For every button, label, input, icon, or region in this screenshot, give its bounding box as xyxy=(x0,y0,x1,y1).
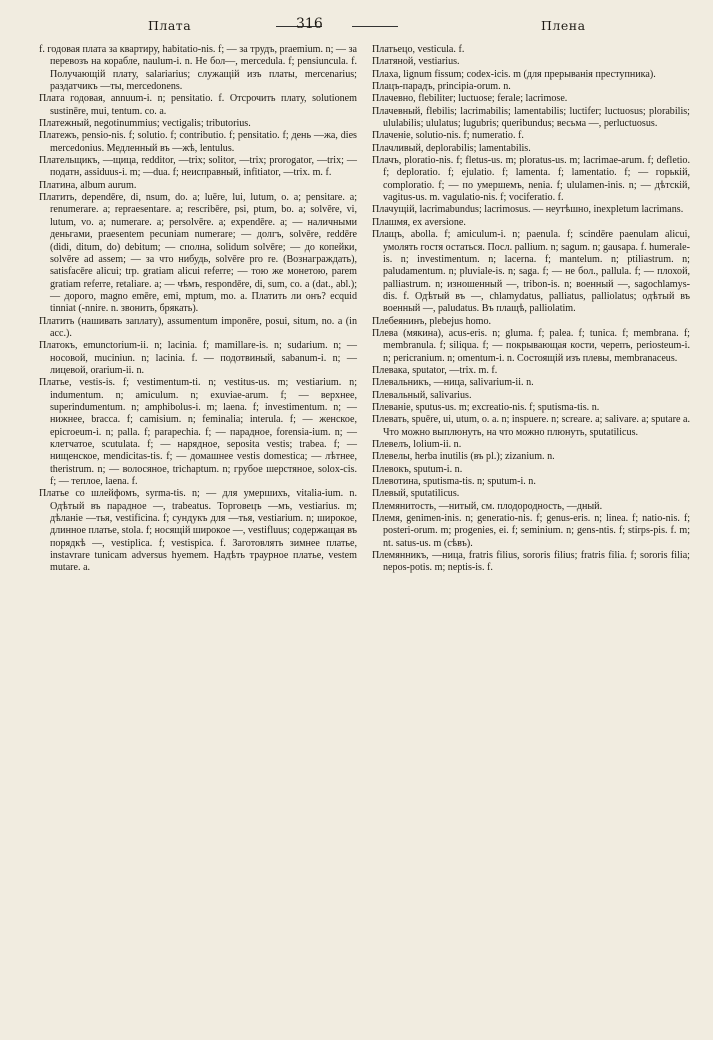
entry: Племя, genimen-inis. n; generatio-nis. f; genus-eris. n; linea. f; natio-nis. f; posteri-orum. m; progenies, ei. f; seminium. n; gens-ntis. f; stirps-pis. f. m; nt. satus-us. m (сѣвъ). xyxy=(372,513,690,549)
header-left-word: Плата xyxy=(148,18,192,33)
entry: Племянитость, —нитый, см. плодородность, —дный. xyxy=(372,500,603,512)
entry: Платежъ, pensio-nis. f; solutio. f; contributio. f; pensitatio. f; день —жа, dies mercedonius. Медленный въ —жѣ, lentulus. xyxy=(39,130,357,154)
entry: Плачливый, deplorabilis; lamentabilis. xyxy=(372,142,531,154)
entry: Плевака, sputator, —trix. m. f. xyxy=(372,364,498,376)
entry: Плашмя, ex aversione. xyxy=(372,216,466,228)
entry: Плащъ, abolla. f; amiculum-i. n; paenula. f; scindēre paenulam alicui, умолять гостя остаться. Посл. pallium. n; sagum. n; gausapa. f. humerale-is. n; investimentum. n; lacerna. f; mantelum. n; ptiliastrum. n; paludamentum. n; pluviale-is. n; saga. f; — не бол., pallula. f; — плохой, palliastrum. n; изношенный —, tribon-is. n; военный —, sagochlamys-dis. f. Одѣтый въ —, chlamydatus, palliatus, palliolatus; одѣтый въ военный —, paludatus. Въ плащѣ, palliolatim. xyxy=(372,229,690,315)
entry: Плачъ, ploratio-nis. f; fletus-us. m; ploratus-us. m; lacrimae-arum. f; defletio. f; deploratio. f; ejulatio. f; lamenta. f; lamentatio. f; — горькій, comploratio. f; — по умершемъ, nenia. f; ululamen-inis. n; — дѣтскій, vagitus-us. m. vagulatio-nis. f; vociferatio. f. xyxy=(372,155,690,204)
left-column xyxy=(39,44,357,575)
entry: Плачевно, flebiliter; luctuose; ferale; lacrimose. xyxy=(372,93,568,105)
entry: Платокъ, emunctorium-ii. n; lacinia. f; mamillare-is. n; sudarium. n; — носовой, muciniun. n; lacinia. f. — подотвиный, sabanum-i. n; — лицевой, orarium-ii. n. xyxy=(39,340,357,376)
entry: Платье со шлейфомъ, syrma-tis. n; — для умершихъ, vitalia-ium. n. Одѣтый въ парадное —, trabeatus. Торговецъ —мъ, vestiarius. m; дѣланіе —тья, vestificina. f; сундукъ для —тья, vestiarium. n; широкое, длинное платье, stola. f; носящій широкое —, vestifluus; содержащая въ порядкѣ —, vestiplica. f; vestispica. f. Заготовлять зимнее платье, instavrare tunicam adversus hyemem. Надѣть траурное платье, vestem mutare. a. xyxy=(39,488,357,574)
entry: Плева (мякина), acus-eris. n; gluma. f; palea. f; tunica. f; membrana. f; membranula. f; siliqua. f; — покрывающая кости, черепъ, periosteum-i. n; pericranium. n; omentum-i. n. Состоящій изъ плевы, membranaceus. xyxy=(372,327,690,364)
entry: Платить, dependēre, di, nsum, do. a; luēre, lui, lutum, o. a; pensitare. a; renumerare. a; repraesentare. a; rescribēre, psi, ptum, bo. a; solvēre, vi, lutum, vo. a; numerare. a; persolvēre. a; expendēre. a; — наличными деньгами, praesentem pecuniam numerare; — долгъ, solvēre, reddēre (didi, ditum, do) debitum; — сполна, solidum solvēre; — до копейки, solvēre ad assem; — за что нибудь, solvēre pro re. (Вознаграждать), satisfacēre alicui; trp. gratiam alicui referre; — тою же монетою, parem gratiam referre, retaliare. a; — чѣмъ, respondēre, di, sum, co. a (dat., abl.); — дорого, magno emēre, emi, mptum, mo. a. Платить ли онъ? ecquid tinniat (-nnire. n. звонить, брякать). xyxy=(39,192,357,315)
entry: Плевать, spuēre, ui, utum, o. a. n; inspuere. n; screare. a; salivare. a; sputare a. Что можно выплюнуть, на что можно плюнуть, sputatilicus. xyxy=(372,414,690,438)
page-number: 316 xyxy=(296,16,323,32)
header-right-word: Плена xyxy=(541,18,586,33)
entry: Плеваніе, sputus-us. m; excreatio-nis. f; sputisma-tis. n. xyxy=(372,401,600,413)
entry: Плаченіе, solutio-nis. f; numeratio. f. xyxy=(372,130,524,142)
entry: Плевальный, salivarius. xyxy=(372,389,472,401)
entry: Платье, vestis-is. f; vestimentum-ti. n; vestitus-us. m; vestiarium. n; indumentum. n; amiculum. n; exuviae-arum. f; — верхнее, superindumentum. n; amphibolus-i. m; laena. f; investimentum. n; — нижнее, bracca. f; camisium. n; feminalia; interula. f; — женское, epicroeum-i. n; palla. f; parapechia. f; — парадное, forensia-ium. n; — клетчатое, scutulata. f; — нарядное, seposita vestis; trabea. f; — нищенское, mendicitas-tis. f; — домашнее vestis domestica; — лѣтнее, theristrum. n; — волосяное, trichaptum. n; грубое шерстяное, solox-cis. f; — теплое, laena. f. xyxy=(39,377,357,488)
entry: Платьецо, vesticula. f. xyxy=(372,44,465,55)
entry: Плевотина, sputisma-tis. n; sputum-i. n. xyxy=(372,476,536,488)
entry: Плевый, sputatilicus. xyxy=(372,488,460,500)
entry: Плачущій, lacrimabundus; lacrimosus. — неутѣшно, inexpletum lacrimans. xyxy=(372,204,684,216)
entry: Плевокъ, sputum-i. n. xyxy=(372,463,463,475)
entry: f. годовая плата за квартиру, habitatio-nis. f; — за трудъ, praemium. n; — за перевозъ на корабле, naulum-i. n. Не бол—, mercedula. f; pensiuncula. f. Получающій плату, salariarius; служащій изъ платы, mercenarius; раздатчикъ —ты, mercedonens. xyxy=(39,44,357,93)
running-header xyxy=(0,16,713,40)
entry: Плачевный, flebilis; lacrimabilis; lamentabilis; luctifer; luctuosus; plorabilis; ululabilis; ululatus; lugubris; queribundus; весьма —, perluctuosus. xyxy=(372,105,690,130)
entry: Платина, album aurum. xyxy=(39,179,137,191)
entry: Плевелъ, lolium-ii. n. xyxy=(372,439,462,450)
entry: Плацъ-парадъ, principia-orum. n. xyxy=(372,81,511,93)
entry: Платить (нашивать заплату), assumentum imponēre, posui, situm, no. a (in acc.). xyxy=(39,315,357,339)
entry: Плебеянинъ, plebejus homo. xyxy=(372,315,492,327)
entry: Плательщикъ, —щица, redditor, —trix; solitor, —trix; prorogator, —trix; — податн, assiduus-i. m; —dua. f; неисправный, infitiator, —trix. m. f. xyxy=(39,155,357,179)
header-rule-right xyxy=(352,26,398,27)
entry: Платяной, vestiarius. xyxy=(372,56,460,68)
right-column xyxy=(372,44,690,575)
entry: Плевальникъ, —ница, salivarium-ii. n. xyxy=(372,377,534,389)
entry: Плата годовая, annuum-i. n; pensitatio. f. Отсрочить плату, solutionem sustinēre, mui, tentum. co. a. xyxy=(39,93,357,117)
entry: Платежный, negotinummius; vectigalis; tributorius. xyxy=(39,118,251,130)
entry: Плевелы, herba inutilis (въ pl.); zizanium. n. xyxy=(372,451,555,463)
entry: Племянникъ, —ница, fratris filius, sororis filius; fratris filia. f; sororis filia; nepos-potis. m; neptis-is. f. xyxy=(372,550,690,574)
entry: Плаха, lignum fissum; codex-icis. m (для прерыванія преступника). xyxy=(372,68,656,80)
